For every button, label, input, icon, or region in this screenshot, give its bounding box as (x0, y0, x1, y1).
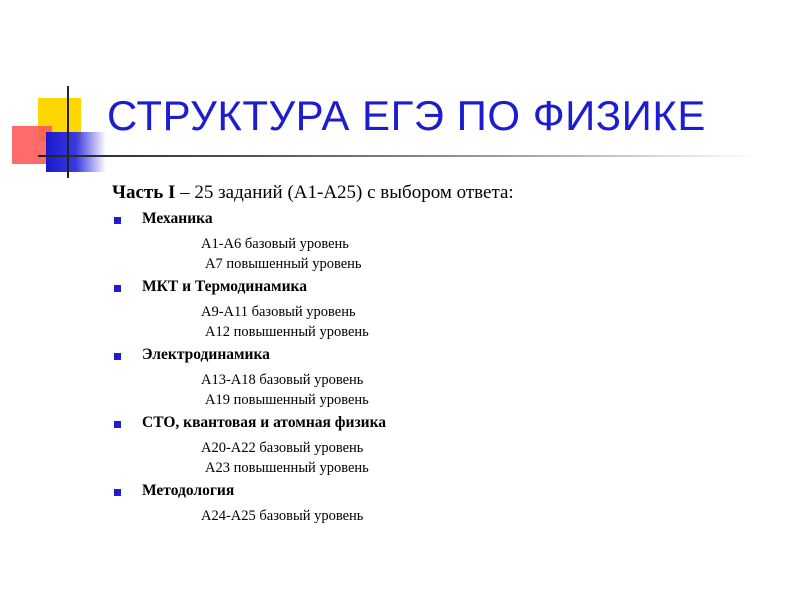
square-bullet-icon (114, 353, 121, 360)
slide-title: СТРУКТУРА ЕГЭ ПО ФИЗИКЕ (107, 92, 706, 139)
section-name: Механика (142, 210, 213, 227)
sub-item: А24-А25 базовый уровень (201, 508, 364, 524)
decorative-blue-bar (46, 132, 106, 172)
sub-item: А9-А11 базовый уровень (201, 304, 356, 320)
section-name: МКТ и Термодинамика (142, 278, 307, 295)
section-heading (112, 480, 752, 502)
intro-part-label: Часть I (112, 182, 176, 203)
title-underline (38, 155, 758, 157)
section-heading (112, 276, 752, 298)
slide-content (112, 180, 752, 526)
list-item (112, 276, 752, 342)
section-name: СТО, квантовая и атомная физика (142, 414, 387, 431)
list-item (112, 208, 752, 274)
section-heading (112, 344, 752, 366)
section-heading (112, 208, 752, 230)
sub-item: А20-А22 базовый уровень (201, 440, 364, 456)
list-item (112, 412, 752, 478)
decorative-vertical-line (67, 86, 69, 178)
sub-item: А1-А6 базовый уровень (201, 236, 349, 252)
sub-item: А23 повышенный уровень (205, 460, 369, 476)
square-bullet-icon (114, 217, 121, 224)
list-item (112, 344, 752, 410)
section-list (112, 208, 752, 526)
square-bullet-icon (114, 421, 121, 428)
section-heading (112, 412, 752, 434)
sub-item: А12 повышенный уровень (205, 324, 369, 340)
section-name: Электродинамика (142, 346, 270, 363)
square-bullet-icon (114, 285, 121, 292)
section-name: Методология (142, 482, 235, 499)
intro-line (112, 180, 752, 206)
list-item (112, 480, 752, 526)
intro-description: – 25 заданий (А1-А25) с выбором ответа: (175, 182, 514, 203)
sub-item: А13-А18 базовый уровень (201, 372, 364, 388)
sub-item: А19 повышенный уровень (205, 392, 369, 408)
square-bullet-icon (114, 489, 121, 496)
sub-item: А7 повышенный уровень (205, 256, 362, 272)
